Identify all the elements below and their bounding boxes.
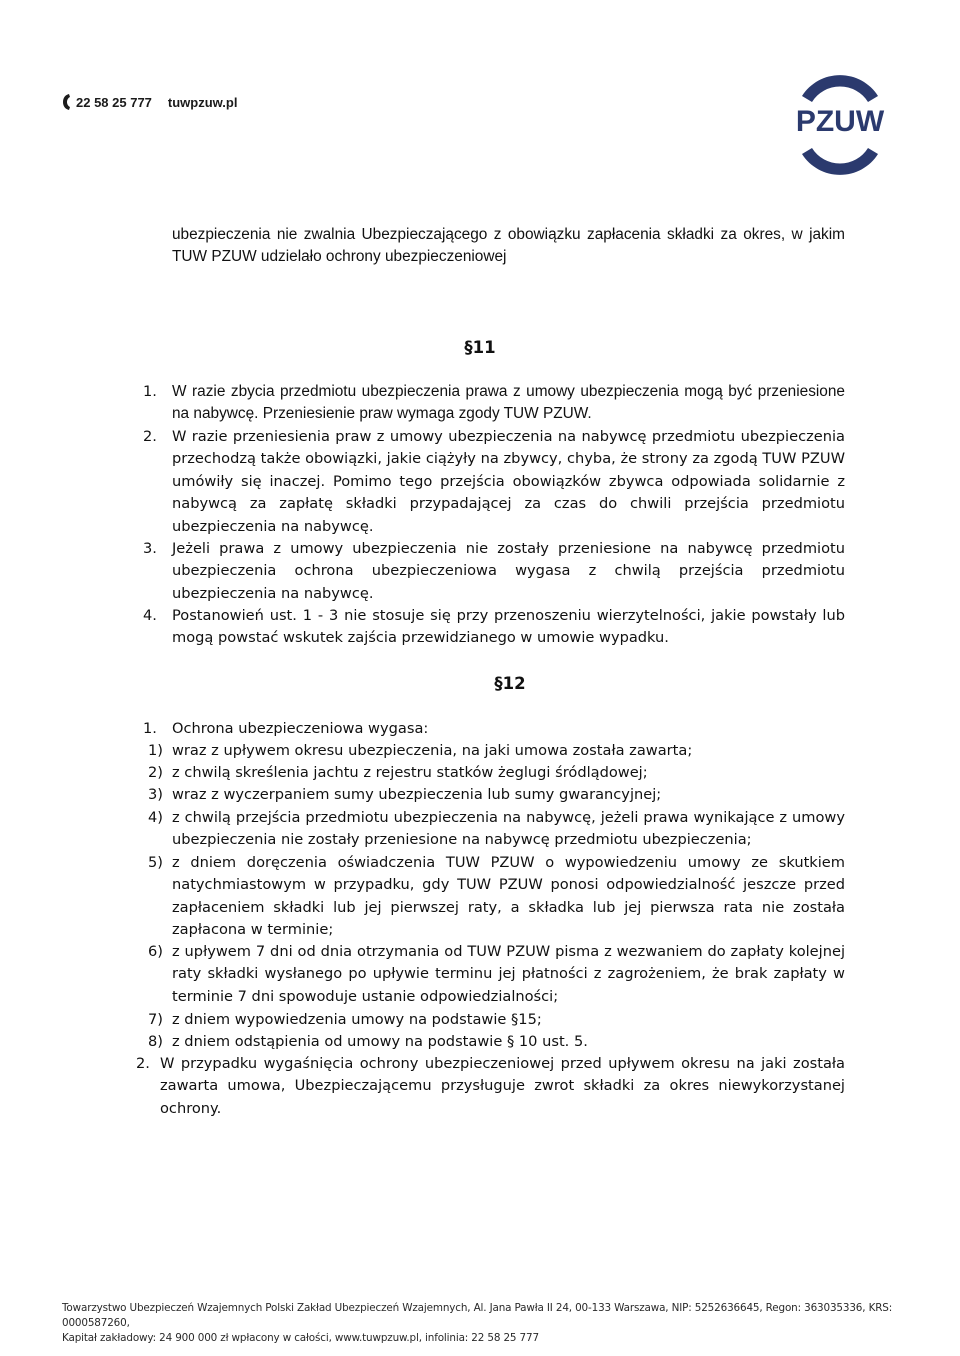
s11-item-1-text: W razie zbycia przedmiotu ubezpieczenia prawa z umowy ubezpieczenia mogą być przeniesione na nabywcę. Przeniesienie praw wymaga zgody TUW PZUW. [172, 383, 845, 423]
section-12-title: §12 [494, 674, 526, 693]
s12-sub-1-text: wraz z upływem okresu ubezpieczenia, na jaki umowa została zawarta; [172, 742, 693, 759]
footer-line-1: Towarzystwo Ubezpieczeń Wzajemnych Polski Zakład Ubezpieczeń Wzajemnych, Al. Jana Pawła II 24, 00-133 Warszawa, NIP: 5252636645, Regon: 363035336, KRS: 0000587260, [62, 1302, 893, 1329]
section-11-title: §11 [464, 338, 496, 357]
s12-sub-5-num: 5) [148, 854, 163, 871]
s12-sub-8-num: 8) [148, 1033, 163, 1050]
s12-item-1-text: Ochrona ubezpieczeniowa wygasa: [172, 720, 429, 737]
s12-item-2-num: 2. [136, 1055, 150, 1072]
s12-sub-7-text: z dniem wypowiedzenia umowy na podstawie §15; [172, 1011, 542, 1028]
s12-sub-1-num: 1) [148, 742, 163, 759]
s11-item-3-text: Jeżeli prawa z umowy ubezpieczenia nie zostały przeniesione na nabywcę przedmiotu ubezpieczenia ochrona ubezpieczeniowa wygasa z chwilą przejścia przedmiotu ubezpieczenia na nabywcę. [172, 540, 845, 602]
s12-sub-8-text: z dniem odstąpienia od umowy na podstawie § 10 ust. 5. [172, 1033, 588, 1050]
logo-text: PZUW [795, 105, 885, 138]
s11-item-2-num: 2. [143, 428, 157, 445]
s12-item-1-num: 1. [143, 720, 157, 737]
contact-bar [62, 93, 237, 111]
s11-item-1-num: 1. [143, 383, 157, 400]
s12-sub-5-text: z dniem doręczenia oświadczenia TUW PZUW o wypowiedzeniu umowy ze skutkiem natychmiastowym w przypadku, gdy TUW PZUW ponosi odpowiedzialność jeszcze przed zapłaceniem składki lub jej pierwszej raty, a składka lub jej pierwsza rata nie została zapłacona w terminie; [172, 854, 845, 939]
s11-item-2-text: W razie przeniesienia praw z umowy ubezpieczenia na nabywcę przedmiotu ubezpieczenia przechodzą także obowiązki, jakie ciążyły na zbywcy, chyba, że strony za zgodą TUW PZUW umówiły się inaczej. Pomimo tego przejścia obowiązków zbywca odpowiada solidarnie z nabywcą za zapłatę składki przypadającej za czas do chwili przejścia przedmiotu ubezpieczenia na nabywcę. [172, 428, 845, 535]
phone-icon [62, 93, 72, 111]
pzuw-logo [790, 58, 890, 183]
s12-sub-2-text: z chwilą skreślenia jachtu z rejestru statków żeglugi śródlądowej; [172, 764, 648, 781]
s12-sub-2-num: 2) [148, 764, 163, 781]
s12-sub-6-text: z upływem 7 dni od dnia otrzymania od TUW PZUW pisma z wezwaniem do zapłaty kolejnej raty składki wysłanego po upływie terminu jej płatności z zagrożeniem, że brak zapłaty w terminie 7 dni spowoduje ustanie odpowiedzialności; [172, 943, 845, 1005]
s11-item-4-text: Postanowień ust. 1 - 3 nie stosuje się przy przenoszeniu wierzytelności, jakie powstały lub mogą powstać wskutek zajścia przewidzianego w umowie wypadku. [172, 607, 845, 647]
s12-sub-7-num: 7) [148, 1011, 163, 1028]
s12-sub-4-num: 4) [148, 809, 163, 826]
website-link[interactable]: tuwpzuw.pl [167, 94, 238, 110]
intro-paragraph: ubezpieczenia nie zwalnia Ubezpieczającego z obowiązku zapłacenia składki za okres, w jakim TUW PZUW udzielało ochrony ubezpieczeniowej [172, 226, 845, 266]
footer [62, 1301, 960, 1346]
s11-item-4-num: 4. [143, 607, 157, 624]
s12-item-2-text: W przypadku wygaśnięcia ochrony ubezpieczeniowej przed upływem okresu na jaki została zawarta umowa, Ubezpieczającemu przysługuje zwrot składki za okres niewykorzystanej ochrony. [160, 1055, 845, 1117]
s11-item-3-num: 3. [143, 540, 157, 557]
s12-sub-3-num: 3) [148, 786, 163, 803]
phone-number: 22 58 25 777 [76, 94, 152, 110]
s12-sub-3-text: wraz z wyczerpaniem sumy ubezpieczenia lub sumy gwarancyjnej; [172, 786, 662, 803]
s12-sub-6-num: 6) [148, 943, 163, 960]
footer-line-2: Kapitał zakładowy: 24 900 000 zł wpłacony w całości, www.tuwpzuw.pl, infolinia: 22 58 25 777 [62, 1332, 539, 1344]
s12-sub-4-text: z chwilą przejścia przedmiotu ubezpieczenia na nabywcę, jeżeli prawa wynikające z umowy ubezpieczenia nie zostały przeniesione na nabywcę przedmiotu ubezpieczenia; [172, 809, 845, 849]
